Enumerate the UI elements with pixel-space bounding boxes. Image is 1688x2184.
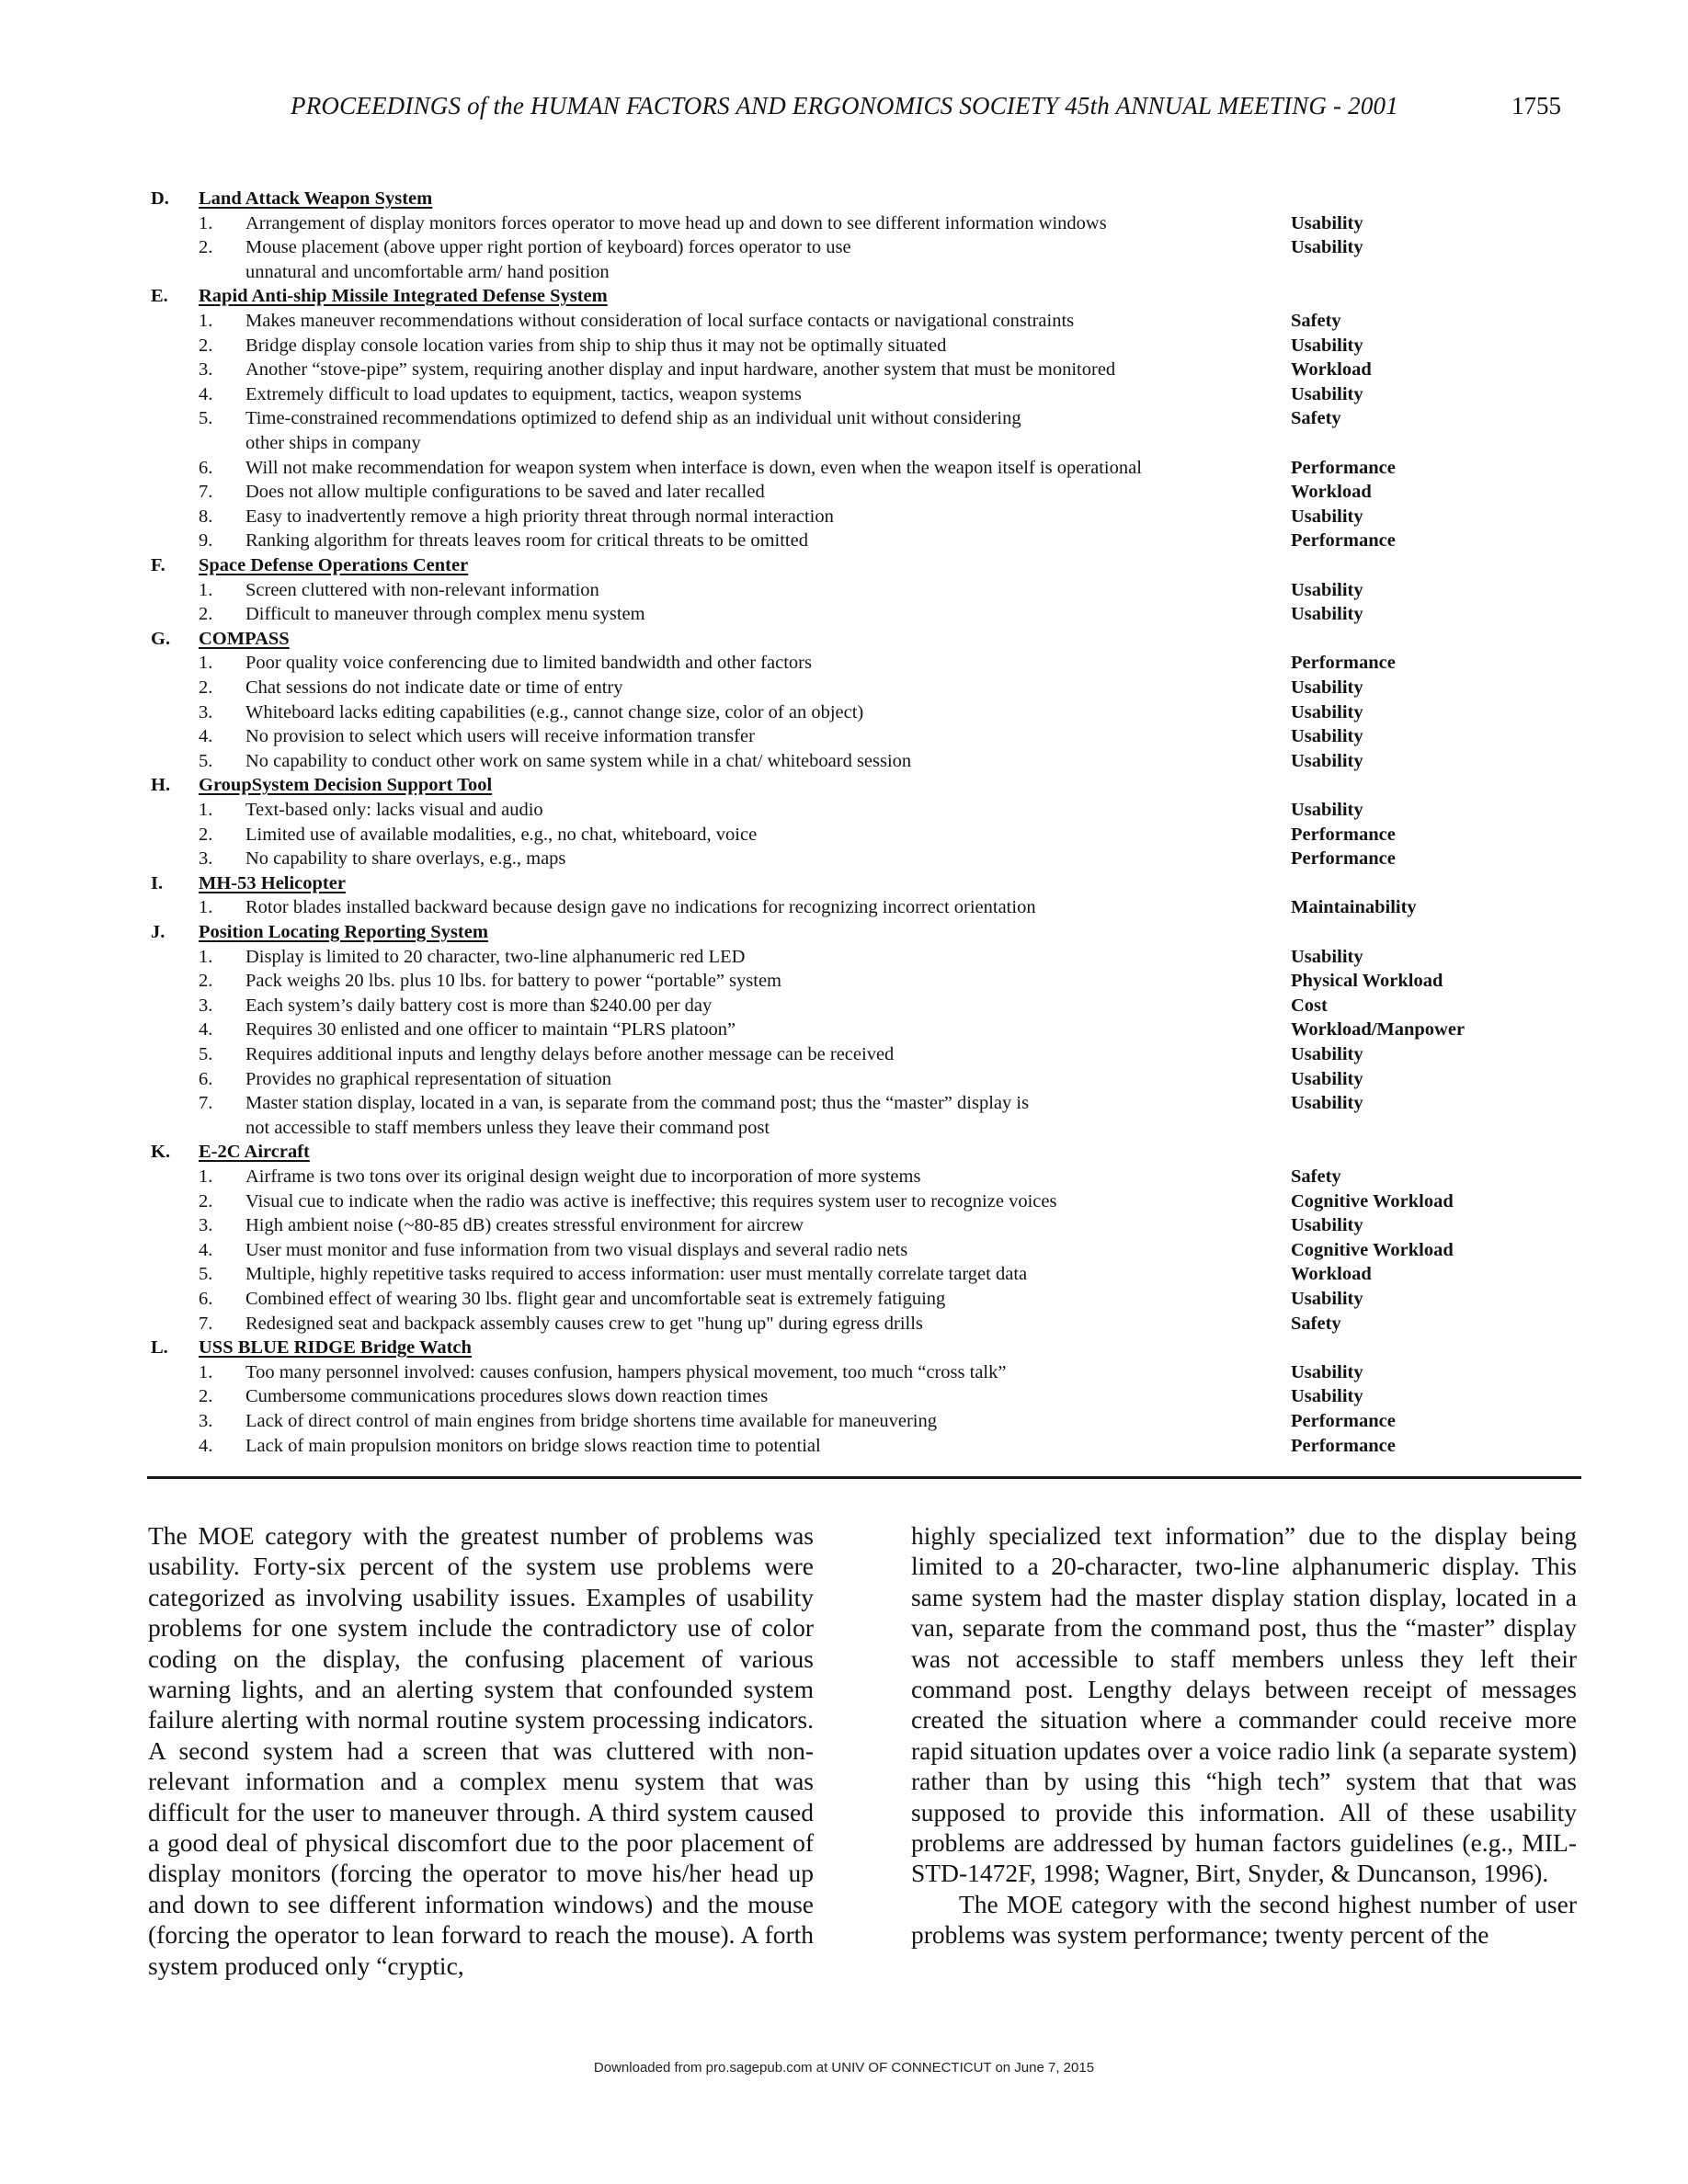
moe-category: Cognitive Workload [1291,1190,1454,1211]
problem-number: 1. [199,311,213,331]
problem-row [0,1018,1688,1041]
problem-row [0,235,1688,259]
problem-row-continuation [0,1116,1688,1140]
problem-number: 5. [199,408,213,429]
problem-number: 3. [199,995,213,1016]
problem-row [0,1409,1688,1433]
section-letter: I. [151,872,164,893]
problem-number: 1. [199,800,213,820]
moe-category: Performance [1291,457,1396,478]
problem-description: Whiteboard lacks editing capabilities (e.g., cannot change size, color of an object) [245,701,864,722]
problem-number: 5. [199,750,213,771]
problem-description: Difficult to maneuver through complex menu system [245,604,645,625]
problem-description: Rotor blades installed backward because design gave no indications for recognizing incorrect orientation [245,897,1036,918]
moe-category: Usability [1291,800,1363,820]
problem-number: 4. [199,1239,213,1260]
problem-number: 1. [199,1166,213,1187]
problem-row-continuation [0,431,1688,455]
problem-description: Provides no graphical representation of situation [245,1068,611,1089]
problem-description: Combined effect of wearing 30 lbs. flight gear and uncomfortable seat is extremely fatiguing [245,1289,946,1309]
problem-row [0,1189,1688,1213]
moe-category: Usability [1291,383,1363,404]
problem-row [0,724,1688,748]
problem-row [0,1434,1688,1458]
section-heading-row [0,920,1688,944]
problem-number: 3. [199,848,213,870]
problem-description: Cumbersome communications procedures slows down reaction times [245,1386,769,1407]
problem-row [0,505,1688,529]
moe-category: Usability [1291,604,1363,625]
problem-description: High ambient noise (~80-85 dB) creates stressful environment for aircrew [245,1215,804,1236]
problem-number: 3. [199,1411,213,1431]
problem-row [0,969,1688,993]
problem-description: Limited use of available modalities, e.g., no chat, whiteboard, voice [245,824,758,845]
problem-row [0,309,1688,333]
problem-description: not accessible to staff members unless they leave their command post [245,1117,770,1138]
moe-category: Usability [1291,335,1363,356]
moe-category: Usability [1291,726,1363,747]
problem-row [0,529,1688,552]
moe-category: Performance [1291,824,1396,845]
problem-description: Visual cue to indicate when the radio was active is ineffective; this requires system user to recognize voices [245,1190,1057,1211]
problem-number: 9. [199,530,213,552]
problem-row [0,1262,1688,1286]
problem-description: Requires 30 enlisted and one officer to maintain “PLRS platoon” [245,1019,736,1041]
problem-row [0,456,1688,480]
section-title: Land Attack Weapon System [199,188,433,209]
problem-number: 4. [199,1435,213,1456]
moe-category: Usability [1291,701,1363,722]
section-heading-row [0,187,1688,210]
problem-number: 7. [199,482,213,503]
problem-description: Time-constrained recommendations optimized to defend ship as an individual unit without considering [245,408,1021,429]
body-column-right [911,1520,1577,1951]
moe-category: Usability [1291,1093,1363,1114]
moe-category: Usability [1291,212,1363,233]
problem-description: Screen cluttered with non-relevant information [245,579,599,600]
problem-description: Redesigned seat and backpack assembly causes crew to get "hung up" during egress drills [245,1313,923,1334]
problem-number: 4. [199,383,213,404]
moe-category: Safety [1291,311,1341,331]
running-header [0,92,1688,129]
problem-number: 1. [199,653,213,674]
problem-row [0,602,1688,626]
problem-description: Lack of main propulsion monitors on bridge slows reaction time to potential [245,1435,821,1456]
problem-number: 6. [199,457,213,478]
section-letter: L. [151,1337,168,1359]
problem-number: 6. [199,1289,213,1309]
problem-number: 3. [199,701,213,722]
section-heading-row [0,627,1688,651]
problem-number: 2. [199,1190,213,1211]
section-title: GroupSystem Decision Support Tool [199,775,493,796]
problem-description: Mouse placement (above upper right portion of keyboard) forces operator to use [245,237,851,258]
problem-description: No capability to share overlays, e.g., maps [245,848,566,870]
problem-row [0,1067,1688,1091]
section-letter: G. [151,628,171,649]
moe-category: Workload/Manpower [1291,1019,1466,1041]
problem-row-continuation [0,260,1688,284]
problem-number: 1. [199,212,213,233]
problem-row [0,382,1688,406]
problem-number: 1. [199,897,213,918]
problem-row [0,1091,1688,1115]
problem-row [0,1213,1688,1237]
problem-row [0,945,1688,969]
page-number: 1755 [1511,92,1561,119]
problem-description: Chat sessions do not indicate date or time of entry [245,677,623,698]
section-letter: F. [151,555,165,575]
moe-category: Usability [1291,1044,1363,1064]
problem-description: Display is limited to 20 character, two-line alphanumeric red LED [245,946,746,967]
moe-category: Performance [1291,848,1396,870]
table-bottom-rule [147,1476,1581,1479]
problem-description: Airframe is two tons over its original design weight due to incorporation of more systems [245,1166,921,1187]
problem-description: Each system’s daily battery cost is more than $240.00 per day [245,995,713,1016]
problem-description: Requires additional inputs and lengthy delays before another message can be received [245,1044,895,1064]
section-heading-row [0,773,1688,797]
problem-description: Ranking algorithm for threats leaves room for critical threats to be omitted [245,530,808,552]
problem-description: Too many personnel involved: causes confusion, hampers physical movement, too much “cross talk” [245,1361,1007,1382]
problem-row [0,847,1688,870]
problem-row [0,895,1688,919]
problem-number: 8. [199,506,213,527]
moe-category: Cost [1291,995,1328,1016]
problem-number: 7. [199,1093,213,1114]
problem-row [0,798,1688,822]
moe-category: Performance [1291,530,1396,552]
problem-row [0,406,1688,430]
section-title: Space Defense Operations Center [199,555,469,575]
moe-category: Usability [1291,750,1363,771]
moe-category: Usability [1291,1386,1363,1407]
problem-description: Lack of direct control of main engines from bridge shortens time available for maneuvering [245,1411,937,1431]
moe-category: Maintainability [1291,897,1417,918]
problem-row [0,211,1688,235]
problem-row [0,676,1688,700]
problem-number: 1. [199,1361,213,1382]
problem-description: Pack weighs 20 lbs. plus 10 lbs. for battery to power “portable” system [245,971,781,992]
problem-table [0,187,1688,1492]
section-title: MH-53 Helicopter [199,872,346,893]
problem-row [0,1384,1688,1408]
problem-number: 7. [199,1313,213,1334]
moe-category: Safety [1291,408,1341,429]
problem-number: 2. [199,971,213,992]
problem-row [0,1287,1688,1311]
section-letter: E. [151,286,168,307]
moe-category: Safety [1291,1166,1341,1187]
problem-row [0,651,1688,675]
problem-number: 5. [199,1044,213,1064]
problem-description: unnatural and uncomfortable arm/ hand position [245,261,610,282]
problem-description: Arrangement of display monitors forces operator to move head up and down to see different information windows [245,212,1107,233]
moe-category: Performance [1291,653,1396,674]
problem-description: User must monitor and fuse information from two visual displays and several radio nets [245,1239,908,1260]
problem-number: 3. [199,359,213,381]
problem-row [0,578,1688,602]
body-paragraph: The MOE category with the greatest number of problems was usability. Forty-six percent of the system use problems were categorized as involving usability issues. Examples of usability problems for one system include the contradictory use of color coding on the display, the confusing placement of various warning lights, and an alerting system that confounded system failure alerting with normal routine system processing indicators. A second system had a screen that was cluttered with non-relevant information and a complex menu system that was difficult for the user to maneuver through. A third system caused a good deal of physical discomfort due to the poor placement of display monitors (forcing the operator to move his/her head up and down to see different information windows) and the mouse (forcing the operator to lean forward to reach the mouse). A forth system produced only “cryptic, [148,1521,814,1980]
body-paragraph: The MOE category with the second highest number of user problems was system performance; twenty percent of the [911,1889,1577,1950]
problem-description: No capability to conduct other work on same system while in a chat/ whiteboard session [245,750,912,771]
moe-category: Usability [1291,946,1363,967]
moe-category: Safety [1291,1313,1341,1334]
problem-description: Extremely difficult to load updates to equipment, tactics, weapon systems [245,383,802,404]
moe-category: Usability [1291,1215,1363,1236]
moe-category: Physical Workload [1291,971,1443,992]
problem-number: 3. [199,1215,213,1236]
download-footer: Downloaded from pro.sagepub.com at UNIV OF CONNECTICUT on June 7, 2015 [593,2060,1095,2076]
problem-number: 2. [199,1386,213,1407]
problem-row [0,1238,1688,1262]
moe-category: Cognitive Workload [1291,1239,1454,1260]
problem-description: No provision to select which users will receive information transfer [245,726,755,747]
problem-row [0,823,1688,847]
section-title: Position Locating Reporting System [199,922,488,942]
problem-description: Multiple, highly repetitive tasks required to access information: user must mentally correlate target data [245,1264,1028,1285]
running-title: PROCEEDINGS of the HUMAN FACTORS AND ERGONOMICS SOCIETY 45th ANNUAL MEETING - 2001 [291,92,1398,119]
problem-description: Master station display, located in a van, is separate from the command post; thus the “master” display is [245,1093,1030,1114]
moe-category: Workload [1291,1264,1372,1285]
problem-row [0,358,1688,381]
problem-number: 2. [199,677,213,698]
problem-description: Poor quality voice conferencing due to limited bandwidth and other factors [245,653,812,674]
section-letter: H. [151,775,171,796]
problem-description: Text-based only: lacks visual and audio [245,800,543,820]
section-letter: D. [151,188,169,209]
problem-row [0,480,1688,504]
moe-category: Usability [1291,579,1363,600]
problem-row [0,994,1688,1018]
section-heading-row [0,871,1688,895]
section-title: Rapid Anti-ship Missile Integrated Defense System [199,286,608,307]
moe-category: Workload [1291,359,1372,381]
problem-row [0,1312,1688,1336]
section-heading-row [0,553,1688,577]
problem-description: Makes maneuver recommendations without consideration of local surface contacts or navigational constraints [245,311,1075,331]
problem-row [0,334,1688,358]
problem-number: 1. [199,946,213,967]
section-heading-row [0,1336,1688,1359]
moe-category: Usability [1291,1361,1363,1382]
problem-row [0,1042,1688,1066]
moe-category: Usability [1291,1068,1363,1089]
problem-row [0,1360,1688,1384]
problem-description: Easy to inadvertently remove a high priority threat through normal interaction [245,506,834,527]
problem-number: 6. [199,1068,213,1089]
problem-description: Does not allow multiple configurations to be saved and later recalled [245,482,765,503]
problem-description: other ships in company [245,433,421,453]
section-title: E-2C Aircraft [199,1142,310,1163]
problem-description: Will not make recommendation for weapon system when interface is down, even when the weapon itself is operational [245,457,1142,478]
moe-category: Performance [1291,1435,1396,1456]
problem-number: 4. [199,1019,213,1041]
problem-number: 2. [199,604,213,625]
section-letter: K. [151,1142,171,1163]
problem-number: 2. [199,335,213,356]
section-letter: J. [151,922,165,942]
body-paragraph: highly specialized text information” due to the display being limited to a 20-character, two-line alphanumeric display. This same system had the master display station display, located in a van, separate from the command post, thus the “master” display was not accessible to staff members unless they left their command post. Lengthy delays between receipt of messages created the situation where a commander could receive more rapid situation updates over a voice radio link (a separate system) rather than by using this “high tech” system that that was supposed to provide this information. All of these usability problems are addressed by human factors guidelines (e.g., MIL-STD-1472F, 1998; Wagner, Birt, Snyder, & Duncanson, 1996). [911,1521,1577,1888]
problem-number: 2. [199,824,213,845]
problem-number: 5. [199,1264,213,1285]
problem-description: Another “stove-pipe” system, requiring another display and input hardware, another system that must be monitored [245,359,1116,381]
problem-row [0,700,1688,724]
moe-category: Performance [1291,1411,1396,1431]
moe-category: Usability [1291,1289,1363,1309]
problem-description: Bridge display console location varies from ship to ship thus it may not be optimally situated [245,335,947,356]
section-title: USS BLUE RIDGE Bridge Watch [199,1337,472,1359]
problem-number: 1. [199,579,213,600]
section-heading-row [0,284,1688,308]
problem-number: 2. [199,237,213,258]
problem-row [0,1165,1688,1189]
moe-category: Usability [1291,237,1363,258]
problem-row [0,749,1688,773]
body-column-left [148,1520,814,1981]
section-title: COMPASS [199,628,290,649]
moe-category: Workload [1291,482,1372,503]
moe-category: Usability [1291,506,1363,527]
problem-number: 4. [199,726,213,747]
section-heading-row [0,1140,1688,1164]
moe-category: Usability [1291,677,1363,698]
